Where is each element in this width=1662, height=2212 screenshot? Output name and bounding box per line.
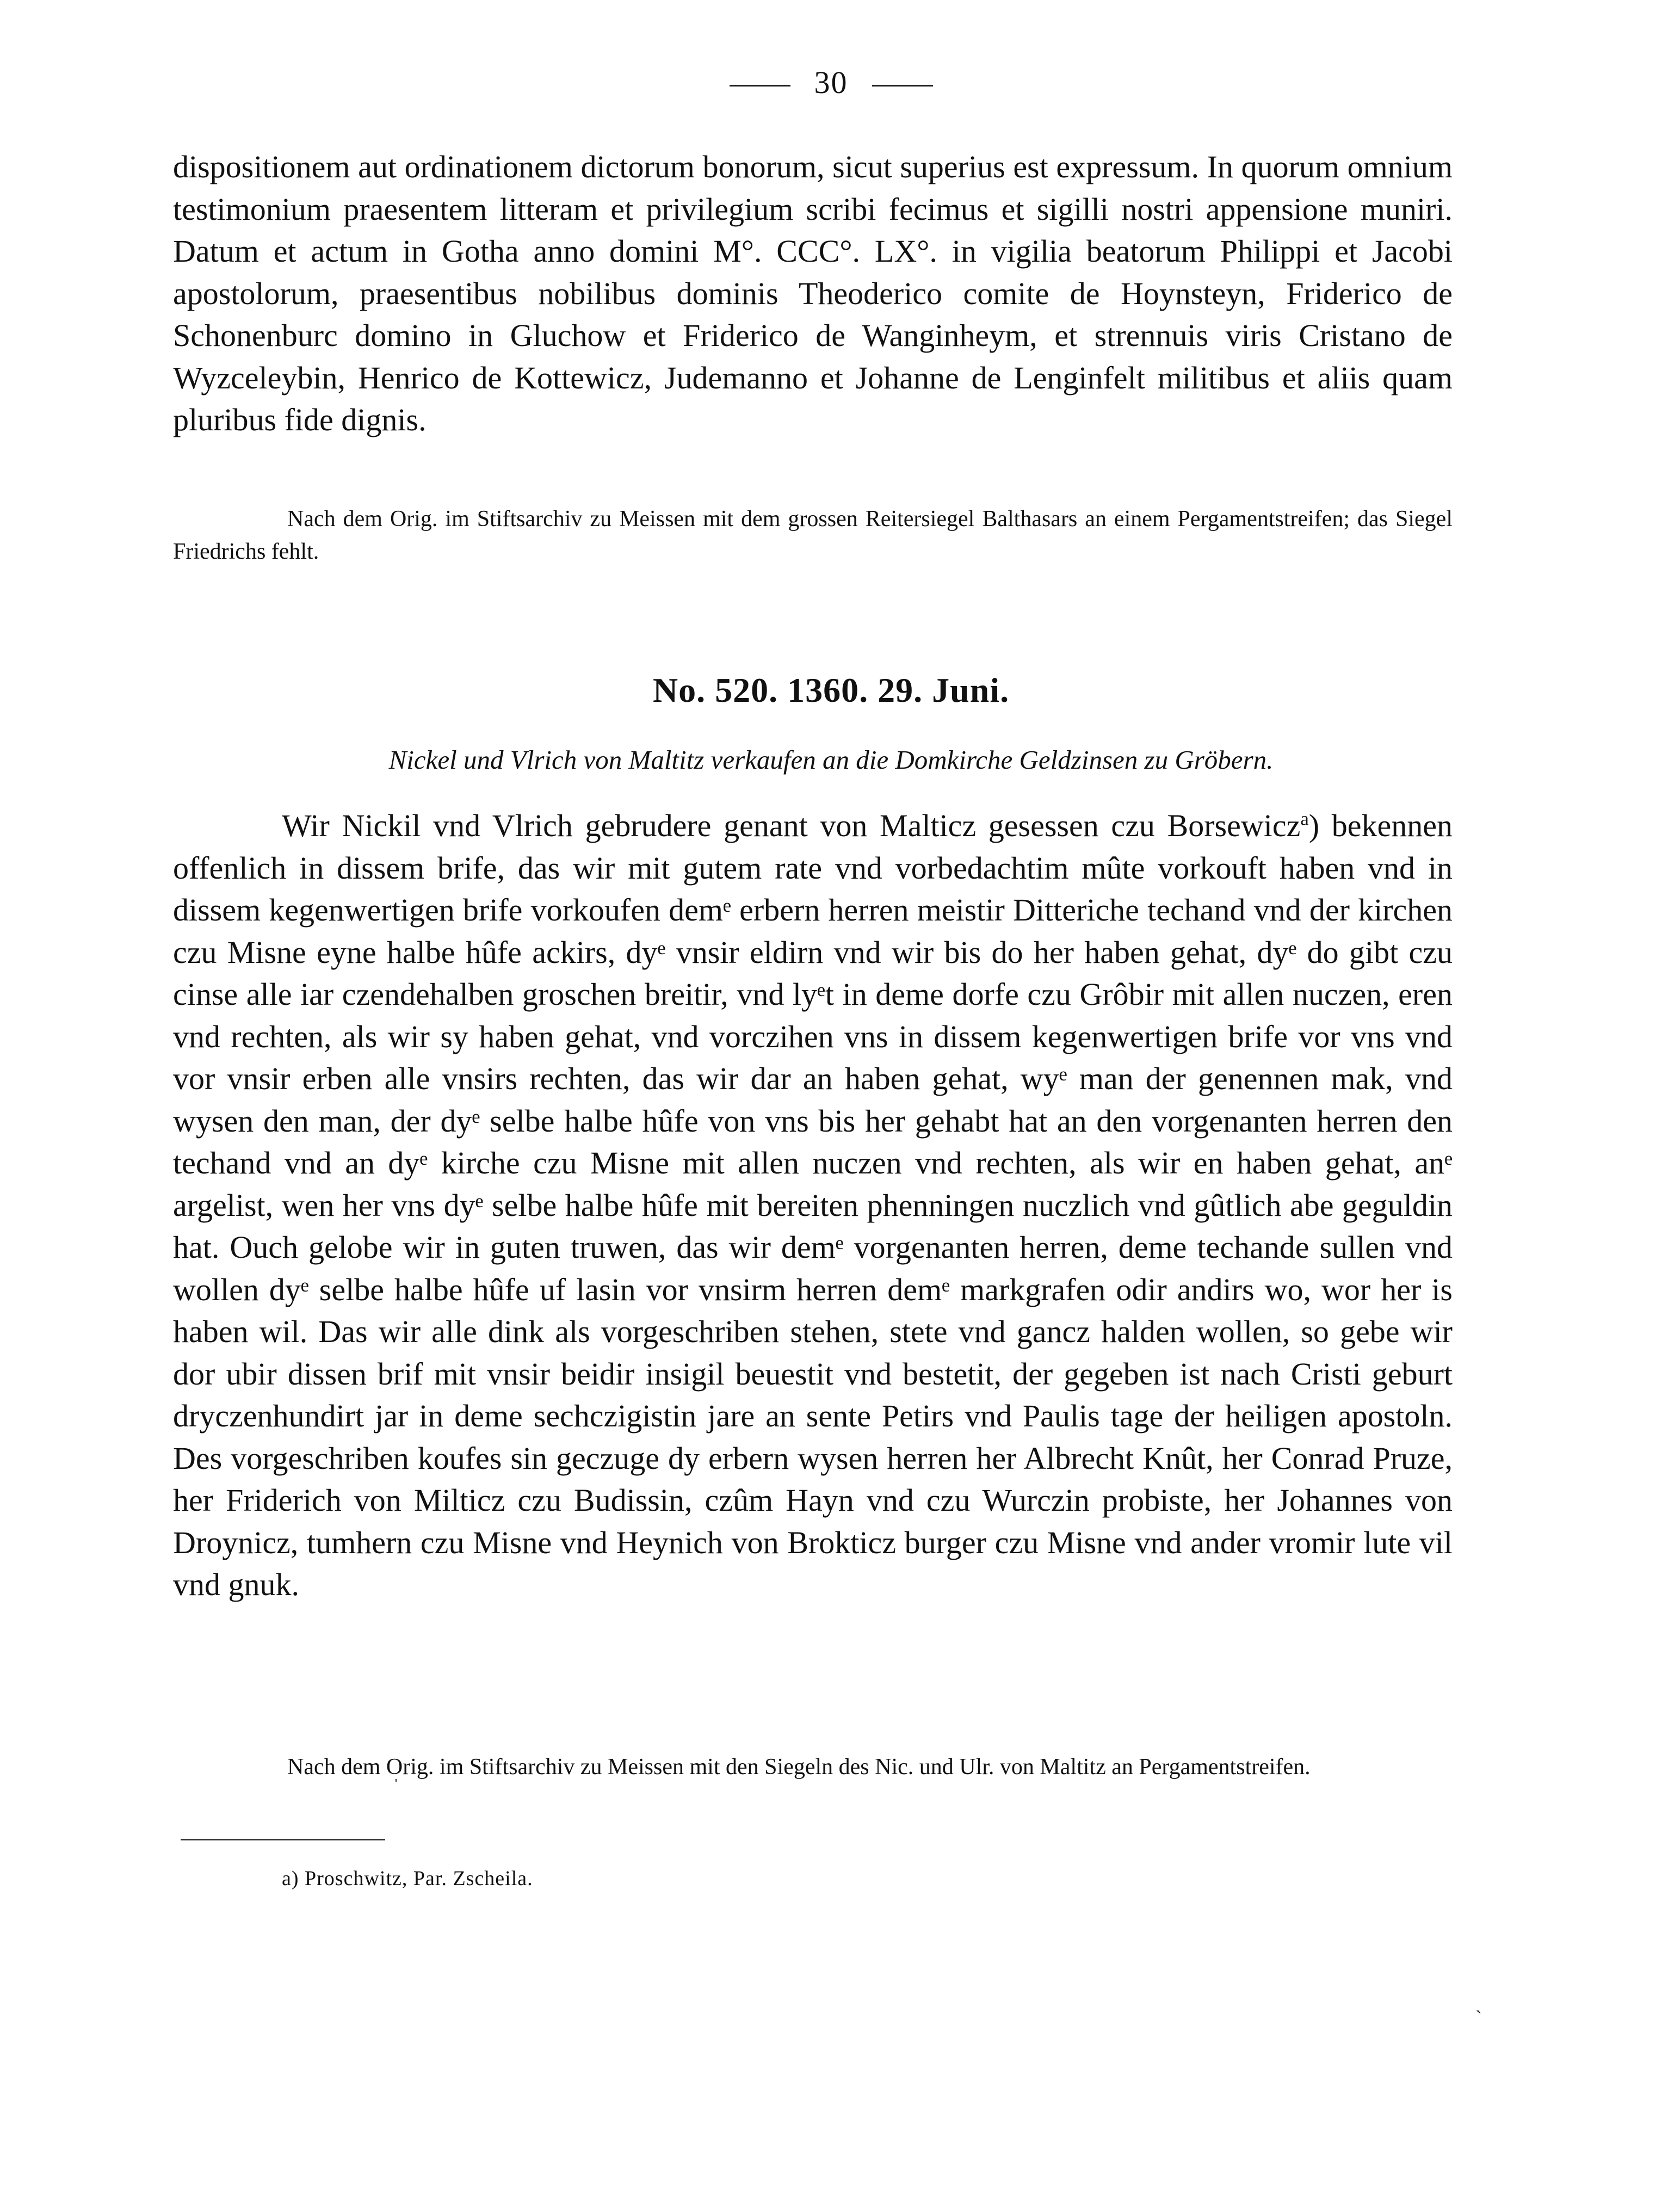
footnote-rule: [181, 1839, 385, 1840]
continuation-text: dispositionem aut ordinationem dictorum bonorum, sicut superius est expressum. In quorum omnium testimonium praesentem litteram et privilegium scribi fecimus et sigilli nostri appensione muniri. Datum et actum in Gotha anno domini M°. CCC°. LX°. in vigilia beatorum Philippi et Jacobi apostolorum, praesentibus nobilibus dominis Theoderico comite de Hoynsteyn, Friderico de Schonenburc domino in Gluchow et Friderico de Wanginheym, et strennuis viris Cristano de Wyzceleybin, Henrico de Kottewicz, Judemanno et Johanne de Lenginfelt militibus et aliis quam pluribus fide dignis.: [173, 149, 1453, 437]
running-head-rule-right: [872, 85, 933, 86]
document-source-note: Nach dem Orig. im Stiftsarchiv zu Meissen mit den Siegeln des Nic. und Ulr. von Maltitz an Pergamentstreifen.: [287, 1754, 1311, 1780]
running-head-rule-left: [730, 85, 790, 86]
running-head: [0, 64, 1662, 101]
continuation-block: [173, 146, 1453, 441]
document-summary: Nickel und Vlrich von Maltitz verkaufen an die Domkirche Geldzinsen zu Gröbern.: [388, 745, 1274, 775]
continuation-note-block: [173, 503, 1453, 568]
document-heading: No. 520. 1360. 29. Juni.: [652, 671, 1010, 709]
document-body-rest: ) bekennen offenlich in dissem brife, das wir mit gutem rate vnd vorbedachtim mûte vorkouft haben vnd in dissem kegenwertigen brife vorkoufen demᵉ erbern herren meistir Ditteriche techand vnd der kirchen czu Misne eyne halbe hûfe ackirs, dyᵉ vnsir eldirn vnd wir bis do her haben gehat, dyᵉ do gibt czu cinse alle iar czendehalben groschen breitir, vnd lyᵉt in deme dorfe czu Grôbir mit allen nuczen, eren vnd rechten, als wir sy haben gehat, vnd vorczihen vns in dissem kegenwertigen brife vor vns vnd vor vnsir erben alle vnsirs rechten, das wir dar an haben gehat, wyᵉ man der genennen mak, vnd wysen den man, der dyᵉ selbe halbe hûfe von vns bis her gehabt hat an den vorgenanten herren den techand vnd an dyᵉ kirche czu Misne mit allen nuczen vnd rechten, als wir en haben gehat, anᵉ argelist, wen her vns dyᵉ selbe halbe hûfe mit bereiten phenningen nuczlich vnd gûtlich abe geguldin hat. Ouch gelobe wir in guten truwen, das wir demᵉ vorgenanten herren, deme techande sullen vnd wollen dyᵉ selbe halbe hûfe uf lasin vor vnsirm herren demᵉ markgrafen odir andirs wo, wor her is haben wil. Das wir alle dink als vorgeschriben stehen, stete vnd gancz halden wollen, so gebe wir dor ubir dissen brif mit vnsir beidir insigil beuestit vnd bestetit, der gegeben ist nach Cristi geburt dryczenhundirt jar in deme sechczigistin jare an sente Petirs vnd Paulis tage der heiligen apostoln. Des vorgeschriben koufes sin geczuge dy erbern wysen herren her Albrecht Knût, her Conrad Pruze, her Friderich von Milticz czu Budissin, czûm Hayn vnd czu Wurczin probiste, her Johannes von Droynicz, tumhern czu Misne vnd Heynich von Brokticz burger czu Misne vnd ander vromir lute vil vnd gnuk.: [173, 808, 1453, 1602]
document-body: [173, 805, 1453, 1606]
page-number: 30: [814, 65, 848, 100]
footnote-text: a) Proschwitz, Par. Zscheila.: [282, 1867, 533, 1890]
continuation-source-note: Nach dem Orig. im Stiftsarchiv zu Meissen mit dem grossen Reitersiegel Balthasars an einem Pergamentstreifen; das Siegel Friedrichs fehlt.: [173, 506, 1453, 564]
stray-tick-mark: ˈ: [393, 1775, 399, 1797]
footnote-marker: a: [1300, 808, 1309, 830]
document-note-block: [173, 1751, 1453, 1783]
stray-comma-mark: ˏ: [1475, 1992, 1482, 2013]
document-body-block: [173, 805, 1453, 1606]
document-body-start: Wir Nickil vnd Vlrich gebrudere genant von Malticz gesessen czu Borsewicz: [282, 808, 1301, 843]
